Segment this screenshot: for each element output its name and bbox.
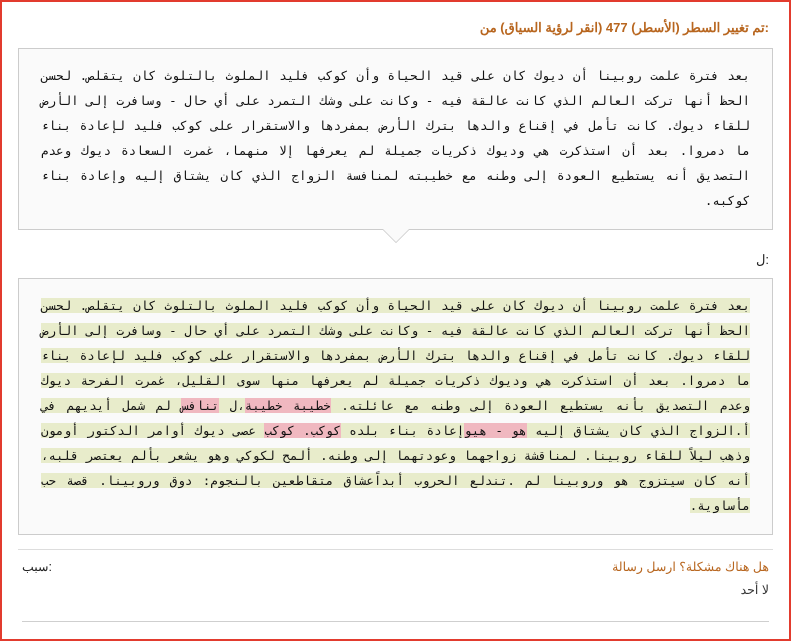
revised-segment: عصى ديوك أوامر الدكتور أومون وذهب ليلاً للقاء روبينا. لمناقشة زواجهما وعودتهما إلى وطنه. ألمح لكوكي وهو يشعر بألم يعتصر قلبه، أنه كان سيتزوج هو وروبينا لم .تندلع الحروب أبداً [41, 423, 750, 488]
reason-value: لا أحد [740, 583, 769, 597]
revised-segment: تنافس [181, 398, 220, 413]
bubble-pointer-icon [383, 229, 409, 242]
revised-segment: بعد فترة علمت روبينا أن ديوك كان على قيد الحياة وأن كوكب فليد الملوث بالتلوث كان يتقلص. لحسن الحظ أنها تركت العالم الذي كانت عالقة فيه - وكانت على وشك التمرد على أي حال - وسافرت إلى الأرض للقاء ديوك. كانت تأمل في إقناع والدها بترك الأرض بمفردها والاستقرار على كوكب فليد لإعادة بناء ما دمروا. بعد أن استذكرت هي وديوك ذكريات جميلة لم يعرفها منها سوى القليل، غمرت الفرحة ديوك وعدم التصديق بأنه يستطيع العودة إلى وطنه مع عائلته. [41, 298, 750, 413]
revised-segment: ،ل [219, 398, 245, 413]
revised-segment: كوكب. كوكب [264, 423, 341, 438]
divider-label: :ل [755, 252, 769, 267]
revised-segment: لم شمل أيديهم في أ.الزواج الذي كان يشتاق إليه [41, 398, 750, 438]
reason-row [18, 574, 773, 622]
reason-input[interactable] [22, 602, 769, 622]
reason-label: :سبب [22, 560, 52, 574]
revised-segment: إعادة بناء بلده [340, 423, 465, 438]
footer-bar [18, 549, 773, 574]
source-text: بعد فترة علمت روبينا أن ديوك كان على قيد الحياة وأن كوكب فليد الملوث بالتلوث كان يتقلص. لحسن الحظ أنها تركت العالم الذي كانت عالقة فيه - وكانت على وشك التمرد على أي حال - وسافرت إلى الأرض للقاء ديوك. كانت تأمل في إقناع والدها بترك الأرض بمفردها والاستقرار على كوكب فليد لإعادة بناء ما دمروا. بعد أن استذكرت هي وديوك ذكريات جميلة لم يعرفها إلا منهما، غمرت السعادة ديوك وعدم التصديق أنه يستطيع العودة إلى وطنه مع خطيبته لمنافسة الزواج الذي كان يشتاق إليه وإعادة بناء كوكبه. [41, 68, 750, 208]
revised-text [19, 279, 772, 534]
revised-segment: عشاق متقاطعين بالنجوم: دوق وروبينا. قصة حب مأساوية. [41, 473, 750, 513]
report-problem-link[interactable]: هل هناك مشكلة؟ ارسل رسالة [612, 560, 769, 574]
change-notice: :تم تغيير السطر (الأسطر) 477 (انقر لرؤية السياق) من [479, 20, 769, 35]
source-text-panel [18, 48, 773, 230]
revised-segment: خطيبة خطيبة [244, 398, 331, 413]
revised-segment: هو - هيو [464, 423, 527, 438]
content-area [2, 2, 789, 622]
revised-text-panel [18, 278, 773, 535]
